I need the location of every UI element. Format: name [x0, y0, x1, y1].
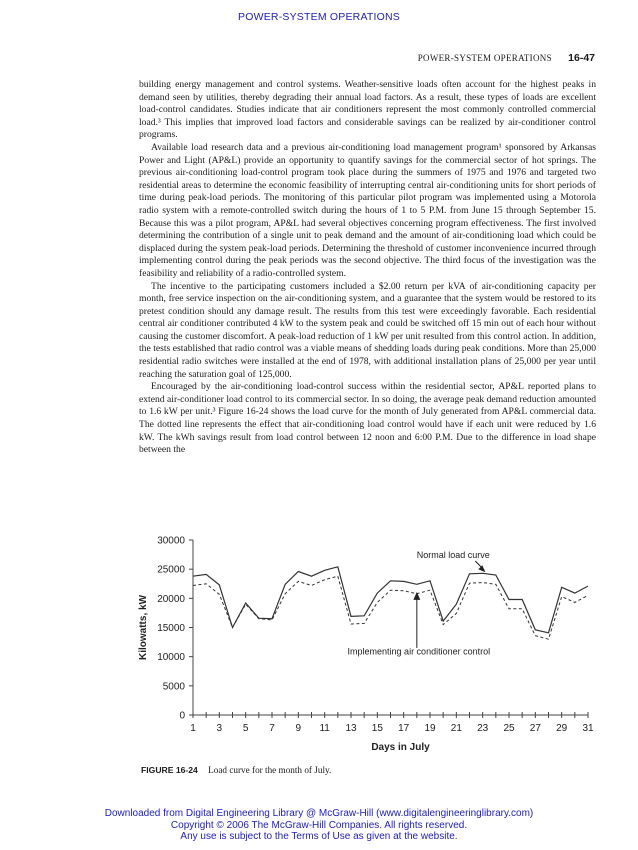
- y-tick-label: 30000: [157, 535, 185, 547]
- x-tick-label: 23: [477, 723, 489, 734]
- y-axis-title: Kilowatts, kW: [138, 594, 149, 661]
- y-tick-label: 0: [179, 710, 185, 722]
- annotation-normal-load: Normal load curve: [416, 550, 490, 561]
- x-tick-label: 29: [556, 723, 568, 734]
- chart-svg: [128, 528, 598, 760]
- download-footer: [0, 808, 638, 843]
- paragraph-4: Encouraged by the air-conditioning load-control success within the residential sector, AP&L reported plans to extend air-conditioner load control to its commercial sector. In so doing, the average peak demand reduction amounted to 1.6 kW per unit.³ Figure 16-24 shows the load curve for the month of July generated from AP&L commercial data. The dotted line represents the effect that air-conditioning load control would have if each unit were reduced by 1.6 kW. The kWh savings result from load control between 12 noon and 6:00 P.M. Due to the difference in load shape between the: [139, 381, 596, 456]
- x-tick-label: 21: [450, 723, 462, 734]
- controlled-load-line: [193, 576, 588, 639]
- paragraph-1: building energy management and control systems. Weather-sensitive loads often account for the highest peaks in demand seen by utilities, thereby degrading their annual load factors. As a result, these types of loads are excellent load-control candidates. Studies indicate that air conditioners represent the most commonly controlled commercial load.³ This implies that improved load factors and considerable savings can be realized by air-conditioner control programs.: [139, 79, 596, 141]
- x-tick-label: 13: [345, 723, 357, 734]
- source-banner: POWER-SYSTEM OPERATIONS: [238, 11, 400, 23]
- figure-caption-text: Load curve for the month of July.: [208, 765, 332, 775]
- x-tick-label: 27: [529, 723, 541, 734]
- x-tick-label: 17: [398, 723, 410, 734]
- footer-line-2: Copyright © 2006 The McGraw-Hill Companies. All rights reserved.: [170, 819, 468, 831]
- figure-caption: [141, 765, 331, 775]
- x-tick-label: 5: [242, 723, 249, 734]
- body-text: [139, 79, 596, 457]
- page-number: 16-47: [568, 52, 595, 64]
- footer-line-3[interactable]: Any use is subject to the Terms of Use as given at the website.: [180, 831, 458, 842]
- paragraph-3: The incentive to the participating customers included a $2.00 return per kVA of air-conditioning capacity per month, free service inspection on the air-conditioning system, and a guarantee that the system would be restored to its pretest condition should any damage result. The results from this test were exceedingly favorable. Each residential central air conditioner contributed 4 kW to the system peak and could be switched off 15 min out of each hour without causing the customer discomfort. A peak-load reduction of 1 kW per unit resulted from this control action. In addition, the tests established that radio control was a viable means of shedding loads during peak conditions. More than 25,000 residential radio switches were installed at the end of 1978, with additional installation plans of 25,000 per year until reaching the saturation goal of 125,000.: [139, 280, 596, 380]
- x-tick-label: 25: [503, 723, 515, 734]
- x-tick-label: 9: [295, 723, 302, 734]
- y-tick-label: 20000: [157, 593, 185, 605]
- running-head: [418, 52, 595, 64]
- x-tick-label: 11: [319, 723, 330, 734]
- figure-label: FIGURE 16-24: [141, 765, 198, 775]
- x-tick-label: 7: [269, 723, 275, 734]
- y-tick-label: 10000: [157, 652, 185, 664]
- x-tick-label: 1: [190, 723, 196, 734]
- x-tick-label: 31: [582, 723, 594, 734]
- x-axis-title: Days in July: [371, 742, 430, 753]
- x-tick-label: 3: [216, 723, 223, 734]
- paragraph-2: Available load research data and a previous air-conditioning load management program¹ sponsored by Arkansas Power and Light (AP&L) provide an opportunity to quantify savings for the commercial sector of hot springs. The previous air-conditioning load-control program took place during the summers of 1975 and 1976 and targeted two residential areas to determine the economic feasibility of interrupting central air-conditioning units for short periods of time during peak-load periods. The monitoring of this particular pilot program was implemented using a Motorola radio system with a remote-controlled switch during the hours of 1 to 5 P.M. from June 15 through September 15. Because this was a pilot program, AP&L had several objectives concerning program effectiveness. The first involved determining the contribution of a single unit to peak demand and the amount of air-conditioning load which could be displaced during the system peak-load periods. Determining the threshold of customer inconvenience incurred through implementing control during the peak periods was the second objective. The third focus of the investigation was the feasibility and reliability of a radio-controlled system.: [139, 141, 596, 279]
- annotation-control-load: Implementing air conditioner control: [347, 646, 491, 657]
- running-head-title: POWER-SYSTEM OPERATIONS: [417, 53, 552, 63]
- x-tick-label: 15: [371, 723, 383, 734]
- annotation-arrowhead-normal: [478, 565, 485, 572]
- footer-line-1[interactable]: Downloaded from Digital Engineering Library @ McGraw-Hill (www.digitalengineeringlibrary.com): [104, 808, 534, 819]
- load-curve-chart: [128, 528, 598, 760]
- y-tick-label: 5000: [162, 681, 185, 693]
- y-tick-label: 25000: [157, 564, 185, 576]
- y-tick-label: 15000: [157, 623, 185, 634]
- x-tick-label: 19: [424, 723, 436, 734]
